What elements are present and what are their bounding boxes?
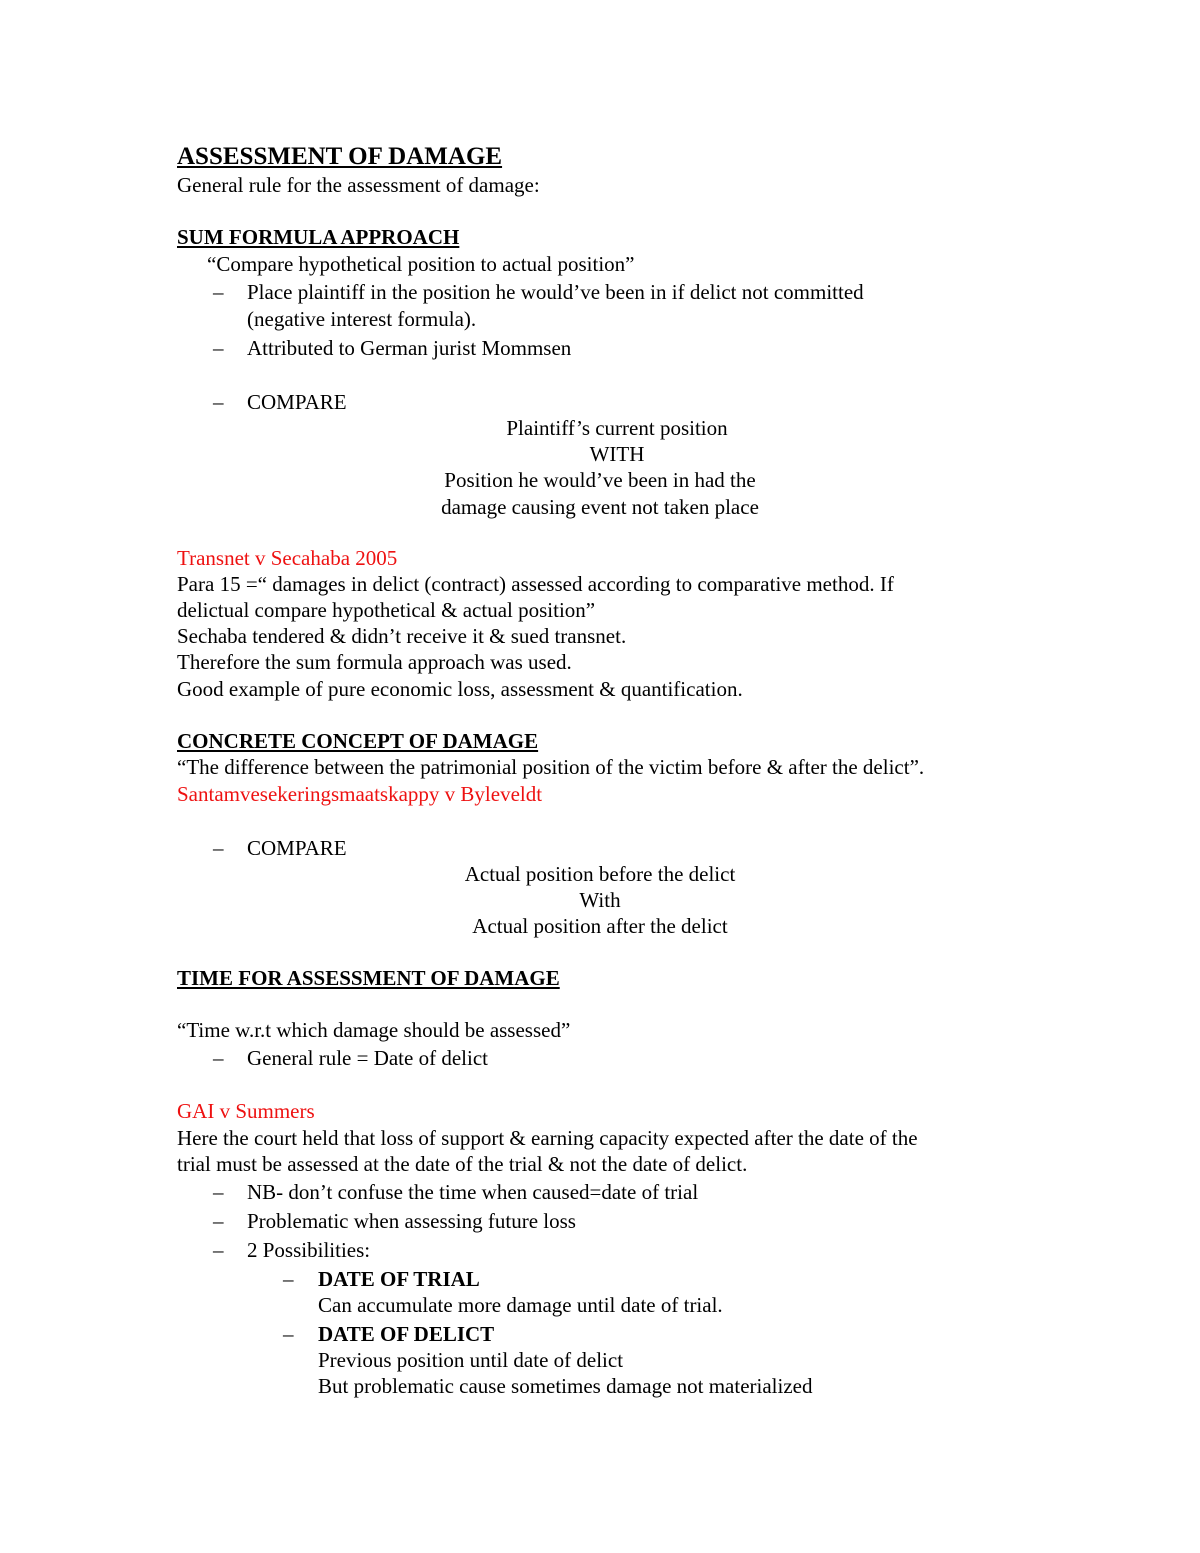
concrete-case-name: Santamvesekeringsmaatskappy v Byleveldt <box>177 782 543 806</box>
sum-formula-quote: “Compare hypothetical position to actual position” <box>207 252 635 276</box>
sum-formula-compare-bullet: COMPARE <box>247 390 347 414</box>
concrete-heading: CONCRETE CONCEPT OF DAMAGE <box>177 729 539 753</box>
bullet-dash: – <box>213 1209 224 1233</box>
transnet-line: Therefore the sum formula approach was used. <box>177 650 572 674</box>
sub-bullet-label: DATE OF DELICT <box>318 1322 495 1346</box>
time-bullet: General rule = Date of delict <box>247 1046 488 1070</box>
document-title: ASSESSMENT OF DAMAGE <box>177 143 503 170</box>
gai-line: trial must be assessed at the date of the trial & not the date of delict. <box>177 1152 748 1176</box>
transnet-case-name: Transnet v Secahaba 2005 <box>177 546 398 570</box>
bullet-dash: – <box>213 1238 224 1262</box>
bullet-dash: – <box>213 1180 224 1204</box>
concrete-compare-line: Actual position before the delict <box>464 862 736 886</box>
general-rule-text: General rule for the assessment of damage: <box>177 173 540 197</box>
sum-formula-bullet: Attributed to German jurist Mommsen <box>247 336 572 360</box>
bullet-dash: – <box>213 390 224 414</box>
bullet-dash: – <box>213 1046 224 1070</box>
sub-bullet-dash: – <box>283 1322 294 1346</box>
sub-bullet-text: But problematic cause sometimes damage not materialized <box>318 1374 813 1398</box>
bullet-dash: – <box>213 336 224 360</box>
gai-bullet: 2 Possibilities: <box>247 1238 371 1262</box>
time-heading: TIME FOR ASSESSMENT OF DAMAGE <box>177 966 560 990</box>
gai-case-name: GAI v Summers <box>177 1099 315 1123</box>
transnet-line: delictual compare hypothetical & actual position” <box>177 598 596 622</box>
transnet-line: Good example of pure economic loss, assessment & quantification. <box>177 677 743 701</box>
sub-bullet-label: DATE OF TRIAL <box>318 1267 480 1291</box>
compare-line: damage causing event not taken place <box>441 495 759 519</box>
transnet-line: Sechaba tendered & didn’t receive it & sued transnet. <box>177 624 627 648</box>
bullet-dash: – <box>213 836 224 860</box>
compare-line: WITH <box>589 442 645 466</box>
sub-bullet-text: Previous position until date of delict <box>318 1348 624 1372</box>
transnet-line: Para 15 =“ damages in delict (contract) assessed according to comparative method. If <box>177 572 894 596</box>
concrete-quote: “The difference between the patrimonial position of the victim before & after the delict”. <box>177 755 925 779</box>
concrete-compare-line: Actual position after the delict <box>472 914 728 938</box>
gai-bullet: Problematic when assessing future loss <box>247 1209 576 1233</box>
concrete-compare-line: With <box>579 888 621 912</box>
sum-formula-bullet-cont: (negative interest formula). <box>247 307 477 331</box>
compare-line: Plaintiff’s current position <box>506 416 728 440</box>
sum-formula-bullet: Place plaintiff in the position he would’ve been in if delict not committed <box>247 280 864 304</box>
sub-bullet-text: Can accumulate more damage until date of trial. <box>318 1293 723 1317</box>
sum-formula-heading: SUM FORMULA APPROACH <box>177 225 460 249</box>
bullet-dash: – <box>213 280 224 304</box>
concrete-compare-bullet: COMPARE <box>247 836 347 860</box>
gai-line: Here the court held that loss of support & earning capacity expected after the date of the <box>177 1126 918 1150</box>
sub-bullet-dash: – <box>283 1267 294 1291</box>
time-quote: “Time w.r.t which damage should be assessed” <box>177 1018 571 1042</box>
gai-bullet: NB- don’t confuse the time when caused=date of trial <box>247 1180 699 1204</box>
compare-line: Position he would’ve been in had the <box>444 468 756 492</box>
